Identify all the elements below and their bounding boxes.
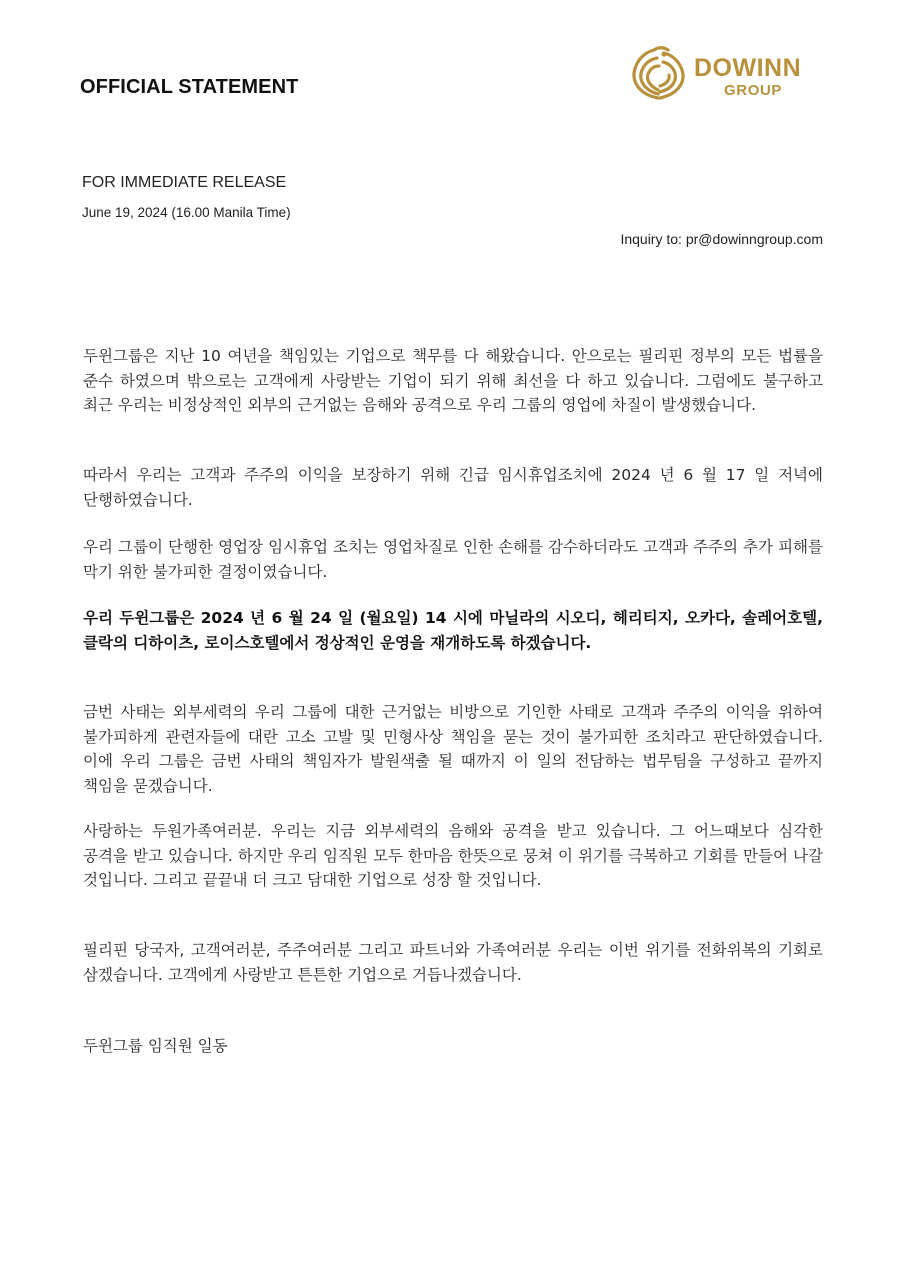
reopening-announcement: 우리 두윈그룹은 2024 년 6 월 24 일 (월요일) 14 시에 마닐라의 시오디, 헤리티지, 오카다, 솔레어호텔, 클락의 디하이츠, 로이스호텔에서 정상적인 운영을 재개하도록 하겠습니다.: [83, 609, 823, 652]
release-date: June 19, 2024 (16.00 Manila Time): [82, 205, 291, 220]
document-title: OFFICIAL STATEMENT: [80, 76, 299, 98]
statement-paragraph: 따라서 우리는 고객과 주주의 이익을 보장하기 위해 긴급 임시휴업조치에 2024 년 6 월 17 일 저녁에 단행하였습니다.: [83, 466, 823, 509]
logo-wordmark: DOWINN: [694, 54, 802, 82]
dowinn-group-logo: [624, 44, 836, 104]
statement-paragraph: 필리핀 당국자, 고객여러분, 주주여러분 그리고 파트너와 가족여러분 우리는 이번 위기를 전화위복의 기회로 삼겠습니다. 고객에게 사랑받고 튼튼한 기업으로 거듭나겠습니다.: [83, 941, 823, 984]
statement-paragraph: 금번 사태는 외부세력의 우리 그룹에 대한 근거없는 비방으로 기인한 사태로 고객과 주주의 이익을 위하여 불가피하게 관련자들에 대란 고소 고발 및 민형사상 책임을 묻는 것이 불가피한 조치라고 판단하였습니다. 이에 우리 그룹은 금번 사태의 책임자가 발원색출 될 때까지 이 일의 전담하는 법무팀을 구성하고 끝까지 책임을 묻겠습니다.: [83, 703, 823, 795]
phoenix-logo-icon: [624, 44, 692, 104]
statement-paragraph: 사랑하는 두원가족여러분. 우리는 지금 외부세력의 음해와 공격을 받고 있습니다. 그 어느때보다 심각한 공격을 받고 있습니다. 하지만 우리 임직원 모두 한마음 한뜻으로 뭉쳐 이 위기를 극복하고 기회를 만들어 나갈 것입니다. 그리고 끝끝내 더 크고 담대한 기업으로 성장 할 것입니다.: [83, 822, 823, 889]
inquiry-contact: Inquiry to: pr@dowinngroup.com: [620, 231, 823, 247]
signature-line: 두윈그룹 임직원 일동: [83, 1037, 228, 1055]
statement-paragraph: 우리 그룹이 단행한 영업장 임시휴업 조치는 영업차질로 인한 손해를 감수하더라도 고객과 주주의 추가 피해를 막기 위한 불가피한 결정이였습니다.: [83, 538, 823, 581]
statement-paragraph: 두윈그룹은 지난 10 여년을 책임있는 기업으로 책무를 다 해왔습니다. 안으로는 필리핀 정부의 모든 법률을 준수 하였으며 밖으로는 고객에게 사랑받는 기업이 되기 위해 최선을 다 하고 있습니다. 그럼에도 불구하고 최근 우리는 비정상적인 외부의 근거없는 음해와 공격으로 우리 그룹의 영업에 차질이 발생했습니다.: [83, 347, 823, 414]
release-label: FOR IMMEDIATE RELEASE: [82, 174, 287, 191]
logo-subtitle: GROUP: [724, 82, 783, 99]
